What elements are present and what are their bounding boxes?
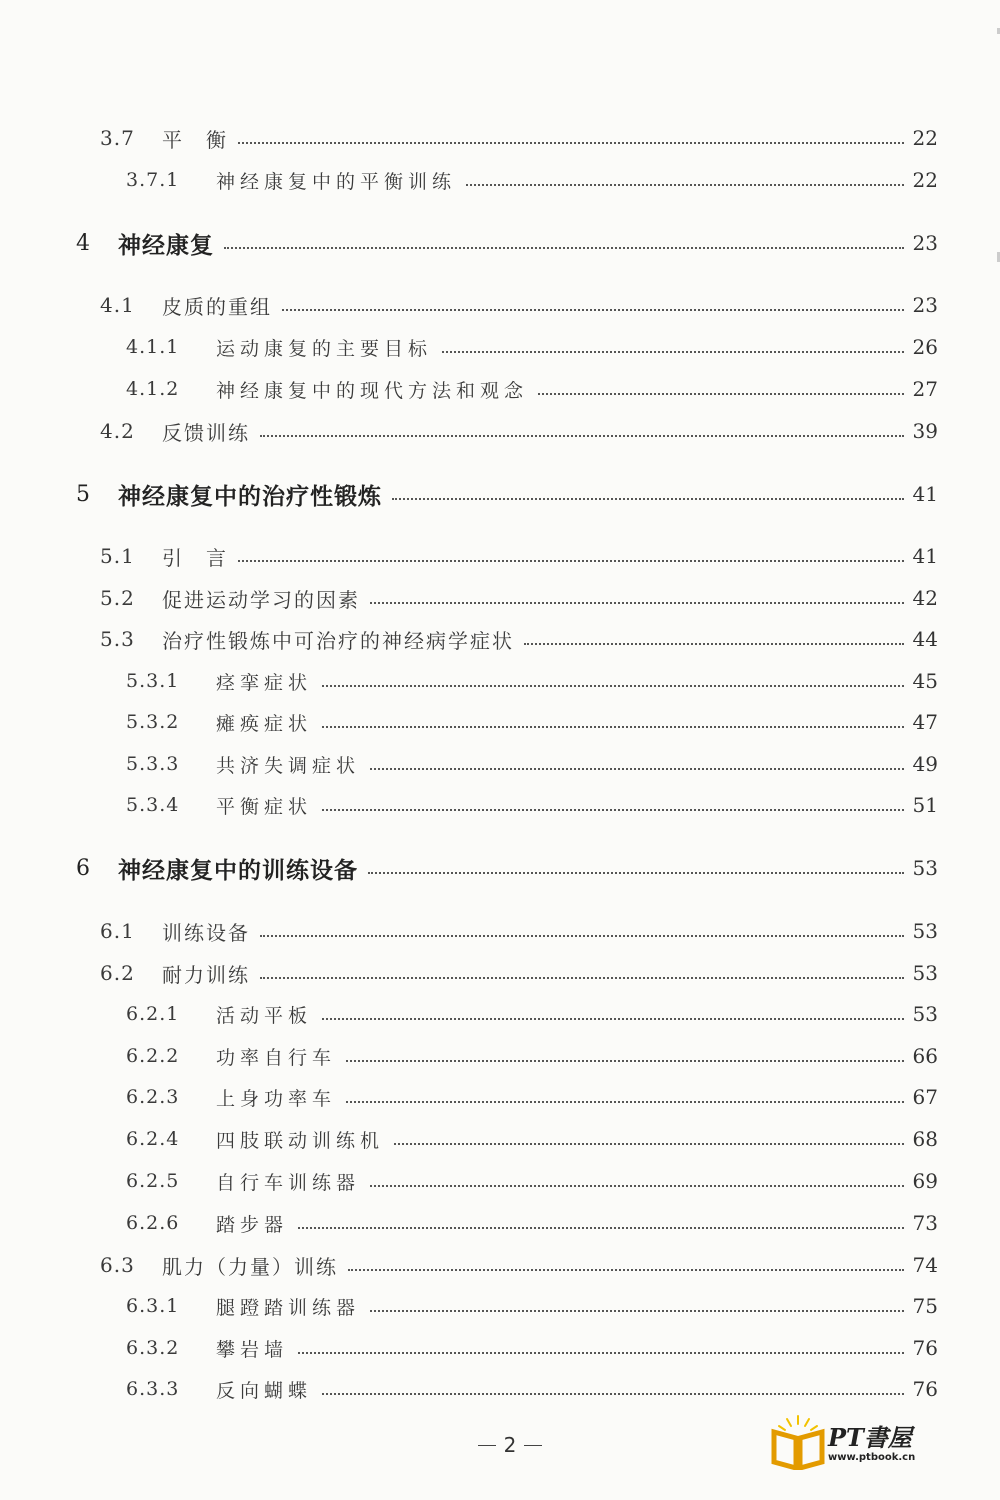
toc-page-number: 51 <box>912 793 938 817</box>
toc-entry <box>0 329 1000 365</box>
toc-dot-leader <box>238 560 904 562</box>
toc-section-title: 反馈训练 <box>162 420 250 445</box>
toc-section-number: 4.1.2 <box>126 378 180 400</box>
toc-page-number: 49 <box>912 752 938 776</box>
toc-page-number: 22 <box>912 168 938 192</box>
toc-section-title: 运动康复的主要目标 <box>216 337 433 360</box>
toc-dot-leader <box>260 935 904 937</box>
toc-section-number: 5.3.3 <box>126 753 180 775</box>
toc-page-number: 26 <box>912 335 938 359</box>
toc-dot-leader <box>392 498 904 500</box>
toc-dot-leader <box>370 602 904 604</box>
toc-dot-leader <box>260 435 904 437</box>
toc-page-number: 53 <box>912 961 938 985</box>
toc-section-title: 肌力（力量）训练 <box>162 1254 338 1279</box>
toc-entry <box>0 287 1000 323</box>
toc-section-title: 反向蝴蝶 <box>216 1379 313 1402</box>
toc-section-number: 6.2.1 <box>126 1003 180 1025</box>
toc-section-title: 攀岩墙 <box>216 1338 289 1361</box>
toc-entry <box>0 787 1000 823</box>
toc-section-number: 6.1 <box>100 919 135 943</box>
watermark-name: PT書屋 <box>828 1423 912 1452</box>
toc-dot-leader <box>322 685 904 687</box>
toc-section-number: 5.3.1 <box>126 670 180 692</box>
toc-section-title: 共济失调症状 <box>216 754 361 777</box>
toc-dot-leader <box>282 309 904 311</box>
toc-section-number: 3.7.1 <box>126 169 180 191</box>
toc-section-title: 耐力训练 <box>162 962 250 987</box>
toc-page-number: 47 <box>912 710 938 734</box>
toc-entry <box>0 1247 1000 1283</box>
toc-entry <box>0 621 1000 657</box>
toc-dot-leader <box>322 809 904 811</box>
page-number-text: 2 <box>503 1433 517 1457</box>
toc-section-number: 6.2.4 <box>126 1128 180 1150</box>
toc-section-title: 训练设备 <box>162 920 250 945</box>
toc-section-number: 5.3.4 <box>126 794 180 816</box>
toc-dot-leader <box>394 1143 904 1145</box>
toc-page-number: 75 <box>912 1294 938 1318</box>
toc-section-title: 活动平板 <box>216 1004 313 1027</box>
toc-dot-leader <box>346 1101 904 1103</box>
toc-dot-leader <box>442 351 904 353</box>
toc-section-title: 痉挛症状 <box>216 671 313 694</box>
toc-page-number: 74 <box>912 1253 938 1277</box>
dash-right <box>524 1445 542 1446</box>
toc-entry <box>0 1079 1000 1115</box>
toc-entry <box>0 955 1000 991</box>
toc-entry <box>0 704 1000 740</box>
toc-section-title: 自行车训练器 <box>216 1171 361 1194</box>
toc-page-number: 27 <box>912 377 938 401</box>
open-book-icon <box>770 1414 826 1470</box>
toc-page-number: 67 <box>912 1085 938 1109</box>
toc-dot-leader <box>298 1352 904 1354</box>
toc-page-number: 76 <box>912 1377 938 1401</box>
toc-section-number: 6.2.3 <box>126 1086 180 1108</box>
toc-section-number: 6.3.2 <box>126 1337 180 1359</box>
toc-page-number: 22 <box>912 126 938 150</box>
toc-section-number: 6.2.6 <box>126 1212 180 1234</box>
toc-entry <box>0 120 1000 156</box>
toc-entry <box>0 850 1000 886</box>
toc-entry <box>0 1288 1000 1324</box>
toc-section-number: 4.2 <box>100 419 135 443</box>
toc-page-number: 53 <box>912 919 938 943</box>
watermark-url: www.ptbook.cn <box>828 1452 916 1463</box>
toc-page-number: 23 <box>912 293 938 317</box>
toc-section-title: 神经康复中的现代方法和观念 <box>216 379 529 402</box>
toc-dot-leader <box>238 142 904 144</box>
toc-page-number: 53 <box>912 1002 938 1026</box>
toc-entry <box>0 225 1000 261</box>
toc-section-title: 治疗性锻炼中可治疗的神经病学症状 <box>162 628 514 653</box>
toc-dot-leader <box>260 977 904 979</box>
toc-section-title: 瘫痪症状 <box>216 712 313 735</box>
toc-section-number: 6.2.2 <box>126 1045 180 1067</box>
toc-entry <box>0 663 1000 699</box>
toc-dot-leader <box>322 726 904 728</box>
toc-entry <box>0 1038 1000 1074</box>
toc-entry <box>0 1371 1000 1407</box>
toc-dot-leader <box>224 247 904 249</box>
toc-section-title: 引 言 <box>162 545 228 570</box>
toc-page-number: 42 <box>912 586 938 610</box>
toc-section-number: 6.3.3 <box>126 1378 180 1400</box>
toc-page-number: 23 <box>912 231 938 255</box>
toc-section-title: 腿蹬踏训练器 <box>216 1296 361 1319</box>
toc-page-number: 53 <box>912 856 938 880</box>
toc-entry <box>0 413 1000 449</box>
toc-dot-leader <box>370 1310 904 1312</box>
toc-section-number: 6.3 <box>100 1253 135 1277</box>
watermark-logo <box>770 1414 930 1474</box>
toc-entry <box>0 1330 1000 1366</box>
toc-section-number: 5.3.2 <box>126 711 180 733</box>
toc-entry <box>0 1205 1000 1241</box>
toc-section-title: 神经康复中的平衡训练 <box>216 170 457 193</box>
toc-page-number: 76 <box>912 1336 938 1360</box>
toc-entry <box>0 1163 1000 1199</box>
toc-section-title: 皮质的重组 <box>162 294 272 319</box>
toc-dot-leader <box>348 1269 904 1271</box>
toc-page-number: 39 <box>912 419 938 443</box>
toc-entry <box>0 476 1000 512</box>
toc-section-title: 促进运动学习的因素 <box>162 587 360 612</box>
toc-entry <box>0 371 1000 407</box>
toc-section-number: 5.2 <box>100 586 135 610</box>
toc-dot-leader <box>466 184 904 186</box>
toc-section-title: 神经康复 <box>118 232 214 259</box>
page-number <box>470 1430 550 1460</box>
toc-dot-leader <box>524 643 904 645</box>
toc-section-number: 5.1 <box>100 544 135 568</box>
toc-section-title: 四肢联动训练机 <box>216 1129 385 1152</box>
toc-entry <box>0 746 1000 782</box>
toc-page-number: 68 <box>912 1127 938 1151</box>
toc-dot-leader <box>368 872 904 874</box>
toc-page-number: 44 <box>912 627 938 651</box>
toc-section-title: 神经康复中的训练设备 <box>118 857 358 884</box>
toc-page-number: 45 <box>912 669 938 693</box>
toc-section-number: 4.1 <box>100 293 135 317</box>
toc-section-number: 5.3 <box>100 627 135 651</box>
toc-page-number: 73 <box>912 1211 938 1235</box>
toc-section-number: 5 <box>76 481 90 507</box>
toc-page-number: 41 <box>912 482 938 506</box>
toc-page-number: 41 <box>912 544 938 568</box>
toc-dot-leader <box>322 1393 904 1395</box>
toc-dot-leader <box>370 768 904 770</box>
toc-section-title: 踏步器 <box>216 1213 289 1236</box>
toc-entry <box>0 538 1000 574</box>
toc-section-title: 功率自行车 <box>216 1046 337 1069</box>
toc-dot-leader <box>298 1227 904 1229</box>
toc-section-number: 3.7 <box>100 126 135 150</box>
toc-entry <box>0 913 1000 949</box>
toc-section-title: 平 衡 <box>162 127 228 152</box>
toc-page-number: 69 <box>912 1169 938 1193</box>
toc-dot-leader <box>322 1018 904 1020</box>
toc-dot-leader <box>538 393 904 395</box>
toc-section-number: 4 <box>76 230 90 256</box>
toc-entry <box>0 580 1000 616</box>
toc-section-number: 6 <box>76 855 90 881</box>
toc-section-title: 上身功率车 <box>216 1087 337 1110</box>
toc-section-title: 神经康复中的治疗性锻炼 <box>118 483 382 510</box>
toc-dot-leader <box>370 1185 904 1187</box>
toc-section-number: 6.2 <box>100 961 135 985</box>
toc-entry <box>0 162 1000 198</box>
dash-left <box>478 1445 496 1446</box>
toc-entry <box>0 996 1000 1032</box>
toc-section-title: 平衡症状 <box>216 795 313 818</box>
toc-section-number: 4.1.1 <box>126 336 180 358</box>
toc-entry <box>0 1121 1000 1157</box>
toc-section-number: 6.2.5 <box>126 1170 180 1192</box>
toc-section-number: 6.3.1 <box>126 1295 180 1317</box>
toc-page-number: 66 <box>912 1044 938 1068</box>
toc-dot-leader <box>346 1060 904 1062</box>
